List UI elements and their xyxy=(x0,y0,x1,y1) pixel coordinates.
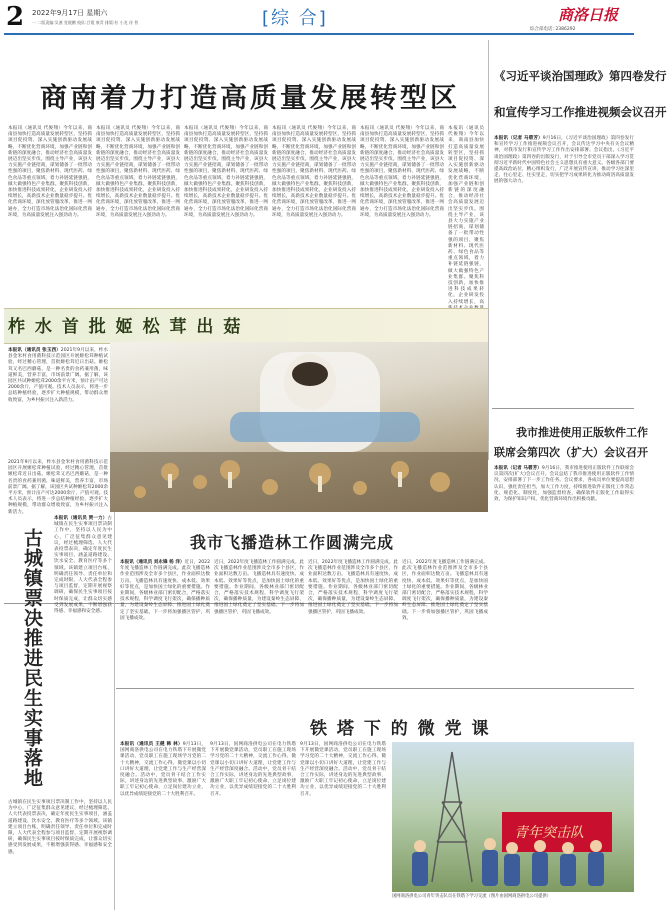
main-article-col5: 本报讯（通讯员 代俊翔）今年以来，商南县加快打造高质量发展转型区，坚持抓项目促投资、深入实施创新驱动发展战略，不断优化营商环境，加强产业链和创新链的深度融合，推动经济社会高质量发展迈出坚实步伐。围绕主导产业，该县大力实施产业链招商，谋划储备了一批带动性强的项目，聚焦新材料、现代医药、绿色食品等重点领域，着力补链延链强链，做大做强特色产业集群。聚焦科技创新，加快推进科技成果转化，企业研发投入持续增长，高新技术企业数量稳步提升。优化营商环境，深化放管服改革，推进一网通办，全力打造市场化法治化国际化营商环境，为高质量发展注入强劲动力。 xyxy=(360,126,444,218)
tower-text: 9月13日，国网商洛供电公司在电力铁塔下开展微党课活动，党员职工在施工现场学习党的二十大精神，交流工作心得。微党课以小切口讲好大道理，让党建工作与生产经营深度融合。活动中，党员骨干结合工作实际，讲述身边的先进典型故事，激励广大职工牢记初心使命，立足岗位建功立业，以优异成绩迎接党的二十大胜利召开。 xyxy=(120,742,206,797)
afforestation-text: 近日，2022年度飞播造林工作圆满完成。此次飞播造林作业范围涉及全市多个县区，作业面积达数万亩。飞播造林具有速度快、成本低、效果好等优点，是加快国土绿化的重要措施。作业期间，各级林业部门密切配合，严格落实技术规程，科学调度飞行架次，确保播种质量，为建设秦岭生态屏障、推进国土绿化奠定了坚实基础。下一步将加强播区管护，巩固飞播成效。 xyxy=(120,560,211,621)
right-article2-text: 9月16日，我市推进使用正版软件工作联席会议第四次(扩大)会议召开。会议总结了我市推进使用正版软件工作情况，安排部署了下一步工作任务。会议要求，各成员单位要提高思想认识，强化责任担当，加大工作力度，持续推进软件正版化工作常态化、规范化、制度化，加强监督检查，确保软件正版化工作取得实效，为保护知识产权、优化营商环境作出积极贡献。 xyxy=(494,466,634,503)
afforestation-article-col2: 近日，2022年度飞播造林工作圆满完成。此次飞播造林作业范围涉及全市多个县区，作业面积达数万亩。飞播造林具有速度快、成本低、效果好等优点，是加快国土绿化的重要措施。作业期间，各级林业部门密切配合，严格落实技术规程，科学调度飞行架次，确保播种质量，为建设秦岭生态屏障、推进国土绿化奠定了坚实基础。下一步将加强播区管护，巩固飞播成效。 xyxy=(214,560,304,615)
paper-logo: 商洛日报 xyxy=(558,6,619,24)
tower-photo xyxy=(392,742,634,892)
mushroom-photo xyxy=(110,342,488,512)
column-divider xyxy=(488,40,489,460)
gucheng-vertical-headline: 古城镇票决推进民生实事落地 xyxy=(21,528,43,788)
afforestation-divider xyxy=(116,688,634,689)
issue-date: 2022年9月17日 星期六 xyxy=(32,9,108,17)
tower-article-col3: 9月13日，国网商洛供电公司在电力铁塔下开展微党课活动，党员职工在施工现场学习党的二十大精神，交流工作心得。微党课以小切口讲好大道理，让党建工作与生产经营深度融合。活动中，党员骨干结合工作实际，讲述身边的先进典型故事，激励广大职工牢记初心使命，立足岗位建功立业，以优异成绩迎接党的二十大胜利召开。 xyxy=(300,742,386,797)
right-article1-byline: 本报讯（记者 马碧芳） xyxy=(494,136,543,141)
page-number: 2 xyxy=(6,2,25,32)
right-article2-body xyxy=(494,466,634,676)
tower-headline: 铁 塔 下 的 微 党 课 xyxy=(310,719,491,739)
main-article-col1: 本报讯（通讯员 代俊翔）今年以来，商南县加快打造高质量发展转型区，坚持抓项目促投资、深入实施创新驱动发展战略，不断优化营商环境，加强产业链和创新链的深度融合，推动经济社会高质量发展迈出坚实步伐。围绕主导产业，该县大力实施产业链招商，谋划储备了一批带动性强的项目，聚焦新材料、现代医药、绿色食品等重点领域，着力补链延链强链，做大做强特色产业集群。聚焦科技创新，加快推进科技成果转化，企业研发投入持续增长，高新技术企业数量稳步提升。优化营商环境，深化放管服改革，推进一网通办，全力打造市场化法治化国际化营商环境，为高质量发展注入强劲动力。 xyxy=(8,126,92,218)
gucheng-text: 古城镇在民生实事项目票决制工作中，坚持以人民为中心，广泛征集群众意见建议，经过梳理筛选、人大代表投票表决，确定年度民生实事项目，涵盖道路建设、饮水安全、教育医疗等多个领域。该镇建立项目台账，明确责任领导、责任单位和完成时限，人大代表全程参与项目监督，定期开展视察调研，确保民生实事项目按时保质完成，让群众切实感受到发展成果，不断增强获得感、幸福感和安全感。 xyxy=(54,516,112,615)
section-label: [综 合] xyxy=(262,8,328,29)
right-article1-text: 9月16日，《习近平谈治国理政》第四卷发行和宣传学习工作推进视频会议召开，会议传达学习中央有关会议精神，对我市发行和宣传学习工作作出安排部署。会议指出，《习近平谈治国理政》第四卷的出版发行，对于引导全市党员干部深入学习贯彻习近平新时代中国特色社会主义思想具有重大意义。各级各部门要提高政治站位，精心组织发行，广泛开展宣传宣讲，推动学习往深里走、往心里走、往实里走，切实把学习成果转化为推动商洛高质量发展的强大动力。 xyxy=(494,136,634,185)
afforestation-headline: 我市飞播造林工作圆满完成 xyxy=(190,533,395,552)
afforestation-article-col3: 近日，2022年度飞播造林工作圆满完成。此次飞播造林作业范围涉及全市多个县区，作业面积达数万亩。飞播造林具有速度快、成本低、效果好等优点，是加快国土绿化的重要措施。作业期间，各级林业部门密切配合，严格落实技术规程，科学调度飞行架次，确保播种质量，为建设秦岭生态屏障、推进国土绿化奠定了坚实基础。下一步将加强播区管护，巩固飞播成效。 xyxy=(308,560,398,615)
mushroom-headline: 柞 水 首 批 姬 松 茸 出 菇 xyxy=(8,317,243,337)
right-article2-headline-2: 联席会第四次（扩大）会议召开 xyxy=(494,446,648,459)
right-article1-headline-2: 和宣传学习工作推进视频会议召开 xyxy=(494,105,667,119)
afforestation-article-col1 xyxy=(120,560,210,650)
right-article1-body xyxy=(494,136,634,296)
tower-photo-art xyxy=(392,742,634,892)
gucheng-article-col1 xyxy=(54,516,112,846)
main-article-col3: 本报讯（通讯员 代俊翔）今年以来，商南县加快打造高质量发展转型区，坚持抓项目促投资、深入实施创新驱动发展战略，不断优化营商环境，加强产业链和创新链的深度融合，推动经济社会高质量发展迈出坚实步伐。围绕主导产业，该县大力实施产业链招商，谋划储备了一批带动性强的项目，聚焦新材料、现代医药、绿色食品等重点领域，着力补链延链强链，做大做强特色产业集群。聚焦科技创新，加快推进科技成果转化，企业研发投入持续增长，高新技术企业数量稳步提升。优化营商环境，深化放管服改革，推进一网通办，全力打造市场化法治化国际化营商环境，为高质量发展注入强劲动力。 xyxy=(184,126,268,218)
afforestation-byline: 本报讯（通讯员 刘永锋 杨 洋） xyxy=(120,560,185,565)
right-article2-byline: 本报讯（记者 马碧芳） xyxy=(494,466,542,471)
mushroom-byline: 本报讯（通讯员 张玉西） xyxy=(8,348,61,353)
right-divider xyxy=(492,408,634,409)
department-phone: 综合部电话: 2386292 xyxy=(530,27,576,32)
masthead-rule xyxy=(4,33,634,35)
tower-photo-banner-text: 青年突击队 xyxy=(514,825,584,841)
gucheng-article-col2: 古城镇在民生实事项目票决制工作中，坚持以人民为中心，广泛征集群众意见建议，经过梳理筛选、人大代表投票表决，确定年度民生实事项目，涵盖道路建设、饮水安全、教育医疗等多个领域。该镇建立项目台账，明确责任领导、责任单位和完成时限，人大代表全程参与项目监督，定期开展视察调研，确保民生实事项目按时保质完成，让群众切实感受到发展成果，不断增强获得感、幸福感和安全感。 xyxy=(8,800,112,855)
gucheng-divider xyxy=(114,512,115,910)
main-article-col4: 本报讯（通讯员 代俊翔）今年以来，商南县加快打造高质量发展转型区，坚持抓项目促投资、深入实施创新驱动发展战略，不断优化营商环境，加强产业链和创新链的深度融合，推动经济社会高质量发展迈出坚实步伐。围绕主导产业，该县大力实施产业链招商，谋划储备了一批带动性强的项目，聚焦新材料、现代医药、绿色食品等重点领域，着力补链延链强链，做大做强特色产业集群。聚焦科技创新，加快推进科技成果转化，企业研发投入持续增长，高新技术企业数量稳步提升。优化营商环境，深化放管服改革，推进一网通办，全力打造市场化法治化国际化营商环境，为高质量发展注入强劲动力。 xyxy=(272,126,356,218)
main-article-col6: 本报讯（通讯员 代俊翔）今年以来，商南县加快打造高质量发展转型区，坚持抓项目促投资、深入实施创新驱动发展战略，不断优化营商环境，加强产业链和创新链的深度融合，推动经济社会高质量发展迈出坚实步伐。围绕主导产业，该县大力实施产业链招商，谋划储备了一批带动性强的项目，聚焦新材料、现代医药、绿色食品等重点领域，着力补链延链强链，做大做强特色产业集群。聚焦科技创新，加快推进科技成果转化，企业研发投入持续增长，高 xyxy=(448,126,484,305)
staff-info-line: 一 二版责编:吴凛 党媛鹏 校队:吕霞 康青 排版:杜 小龙 佟 普 xyxy=(32,20,139,25)
main-article-col2: 本报讯（通讯员 代俊翔）今年以来，商南县加快打造高质量发展转型区，坚持抓项目促投资、深入实施创新驱动发展战略，不断优化营商环境，加强产业链和创新链的深度融合，推动经济社会高质量发展迈出坚实步伐。围绕主导产业，该县大力实施产业链招商，谋划储备了一批带动性强的项目，聚焦新材料、现代医药、绿色食品等重点领域，着力补链延链强链，做大做强特色产业集群。聚焦科技创新，加快推进科技成果转化，企业研发投入持续增长，高新技术企业数量稳步提升。优化营商环境，深化放管服改革，推进一网通办，全力打造市场化法治化国际化营商环境，为高质量发展注入强劲动力。 xyxy=(96,126,180,218)
tower-article-col2: 9月13日，国网商洛供电公司在电力铁塔下开展微党课活动，党员职工在施工现场学习党的二十大精神，交流工作心得。微党课以小切口讲好大道理，让党建工作与生产经营深度融合。活动中，党员骨干结合工作实际，讲述身边的先进典型故事，激励广大职工牢记初心使命，立足岗位建功立业，以优异成绩迎接党的二十大胜利召开。 xyxy=(210,742,296,797)
tower-article-col1 xyxy=(120,742,206,906)
mushroom-text: 2021年9月以来，柞水县金米村食用菌科技示范园区开展姬松茸种植试验，经过精心管理，首批姬松茸近日出菇。姬松茸又名巴西蘑菇，是一种名贵的食药兼用菌，味道鲜美，营养丰富，市场前景广阔。据了解，该园区共试种姬松茸2000余平方米，预计亩产可达2000余斤，产值可观。技术人员表示，将进一步总结种植经验，逐步扩大种植规模，带动群众增收致富，为乡村振兴注入新活力。 xyxy=(8,348,108,403)
gucheng-byline: 本报讯（通讯员 贾一力） xyxy=(54,516,108,521)
mushroom-photo-art xyxy=(110,342,488,512)
tower-byline: 本报讯（通讯员 王健 韩 林） xyxy=(120,742,183,747)
mushroom-article-col2: 2021年9月以来，柞水县金米村食用菌科技示范园区开展姬松茸种植试验，经过精心管理，首批姬松茸近日出菇。姬松茸又名巴西蘑菇，是一种名贵的食药兼用菌，味道鲜美，营养丰富，市场前景广阔。据了解，该园区共试种姬松茸2000余平方米，预计亩产可达2000余斤，产值可观。技术人员表示，将进一步总结种植经验，逐步扩大种植规模，带动群众增收致富，为乡村振兴注入新活力。 xyxy=(8,460,108,515)
afforestation-article-col4: 近日，2022年度飞播造林工作圆满完成。此次飞播造林作业范围涉及全市多个县区，作业面积达数万亩。飞播造林具有速度快、成本低、效果好等优点，是加快国土绿化的重要措施。作业期间，各级林业部门密切配合，严格落实技术规程，科学调度飞行架次，确保播种质量，为建设秦岭生态屏障、推进国土绿化奠定了坚实基础。下一步将加强播区管护，巩固飞播成效。 xyxy=(402,560,488,621)
tower-photo-caption: 国网商洛供电公司青年突击队员在铁塔下学习交流（图片由国网商洛供电公司提供） xyxy=(392,894,551,899)
right-article2-headline-1: 我市推进使用正版软件工作 xyxy=(516,426,648,439)
main-headline: 商南着力打造高质量发展转型区 xyxy=(40,83,460,114)
right-article1-headline-1: 《习近平谈治国理政》第四卷发行 xyxy=(494,69,667,83)
